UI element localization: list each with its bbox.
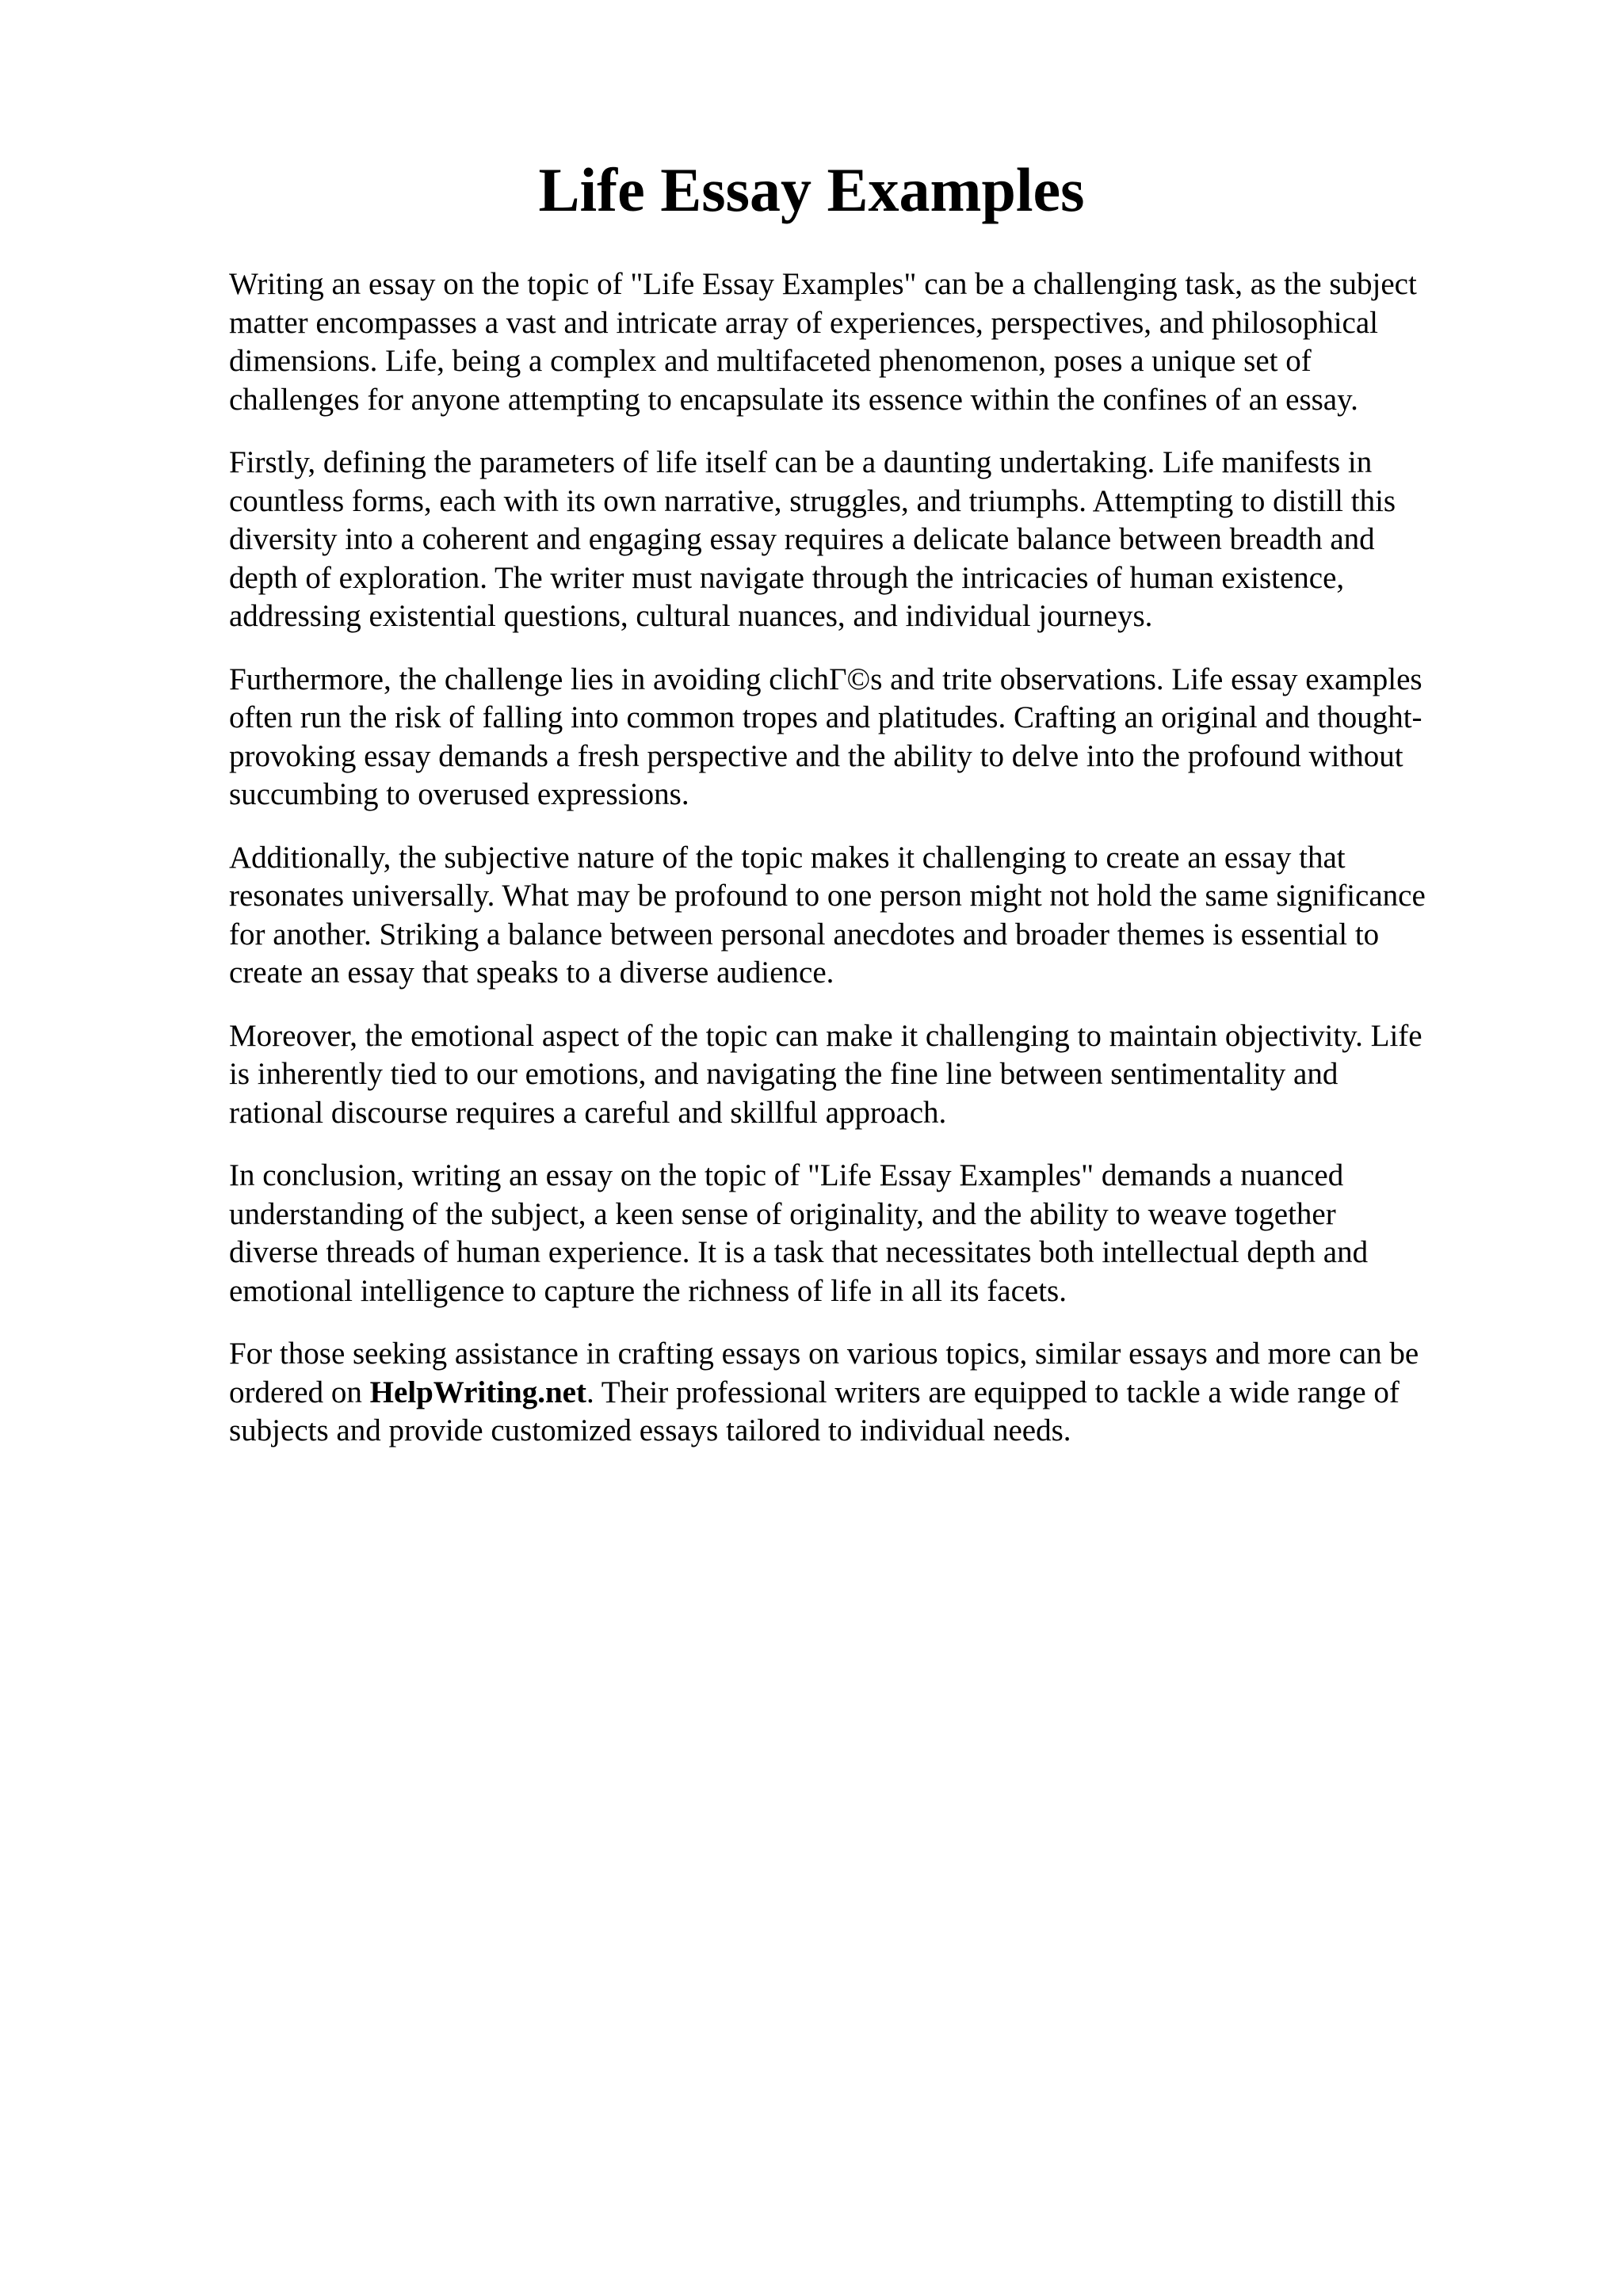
paragraph-line: rational discourse requires a careful and skillful approach. (229, 1095, 947, 1130)
paragraph-firstly (229, 444, 1513, 636)
document-body (229, 265, 1513, 1475)
helpwriting-link[interactable]: HelpWriting.net (369, 1375, 586, 1409)
paragraph-line: Writing an essay on the topic of "Life Essay Examples" can be a challenging task, as the subject (229, 267, 1417, 301)
paragraph-conclusion (229, 1157, 1513, 1310)
paragraph-line: Furthermore, the challenge lies in avoiding clichΓ©s and trite observations. Life essay examples (229, 662, 1423, 696)
paragraph-line: for another. Striking a balance between personal anecdotes and broader themes is essential to (229, 917, 1380, 952)
paragraph-line: succumbing to overused expressions. (229, 777, 689, 811)
text-after-link: . Their professional writers are equipped to tackle a wide range of (586, 1375, 1400, 1409)
paragraph-line: emotional intelligence to capture the richness of life in all its facets. (229, 1273, 1067, 1308)
paragraph-line: matter encompasses a vast and intricate array of experiences, perspectives, and philosophical (229, 305, 1379, 340)
paragraph-line: Additionally, the subjective nature of the topic makes it challenging to create an essay that (229, 840, 1346, 875)
document-title: Life Essay Examples (538, 155, 1085, 224)
paragraph-line: understanding of the subject, a keen sense of originality, and the ability to weave together (229, 1196, 1336, 1231)
paragraph-line-with-link (229, 1374, 1513, 1413)
paragraph-intro (229, 265, 1513, 419)
paragraph-line: For those seeking assistance in crafting essays on various topics, similar essays and more can be (229, 1337, 1419, 1371)
paragraph-line: is inherently tied to our emotions, and navigating the fine line between sentimentality and (229, 1057, 1338, 1091)
text-before-link: ordered on (229, 1375, 370, 1409)
paragraph-line: create an essay that speaks to a diverse audience. (229, 955, 834, 990)
paragraph-line: diversity into a coherent and engaging essay requires a delicate balance between breadth and (229, 522, 1375, 556)
paragraph-line: diverse threads of human experience. It is a task that necessitates both intellectual depth and (229, 1235, 1369, 1269)
paragraph-line: addressing existential questions, cultural nuances, and individual journeys. (229, 599, 1153, 633)
paragraph-line: Moreover, the emotional aspect of the topic can make it challenging to maintain objectivity. Life (229, 1018, 1423, 1053)
paragraph-final (229, 1335, 1513, 1451)
paragraph-line: Firstly, defining the parameters of life itself can be a daunting undertaking. Life manifests in (229, 445, 1373, 479)
paragraph-moreover (229, 1017, 1513, 1133)
paragraph-line: In conclusion, writing an essay on the topic of "Life Essay Examples" demands a nuanced (229, 1158, 1344, 1192)
paragraph-line: subjects and provide customized essays tailored to individual needs. (229, 1413, 1071, 1447)
paragraph-line: challenges for anyone attempting to encapsulate its essence within the confines of an essay. (229, 382, 1358, 417)
paragraph-line: resonates universally. What may be profound to one person might not hold the same significance (229, 879, 1426, 913)
paragraph-furthermore (229, 661, 1513, 814)
paragraph-line: depth of exploration. The writer must navigate through the intricacies of human existence, (229, 560, 1345, 595)
paragraph-line: provoking essay demands a fresh perspective and the ability to delve into the profound without (229, 738, 1403, 773)
paragraph-additionally (229, 839, 1513, 993)
paragraph-line: often run the risk of falling into common tropes and platitudes. Crafting an original and thought- (229, 700, 1423, 734)
paragraph-line: dimensions. Life, being a complex and multifaceted phenomenon, poses a unique set of (229, 344, 1312, 378)
paragraph-line: countless forms, each with its own narrative, struggles, and triumphs. Attempting to distill this (229, 483, 1396, 518)
